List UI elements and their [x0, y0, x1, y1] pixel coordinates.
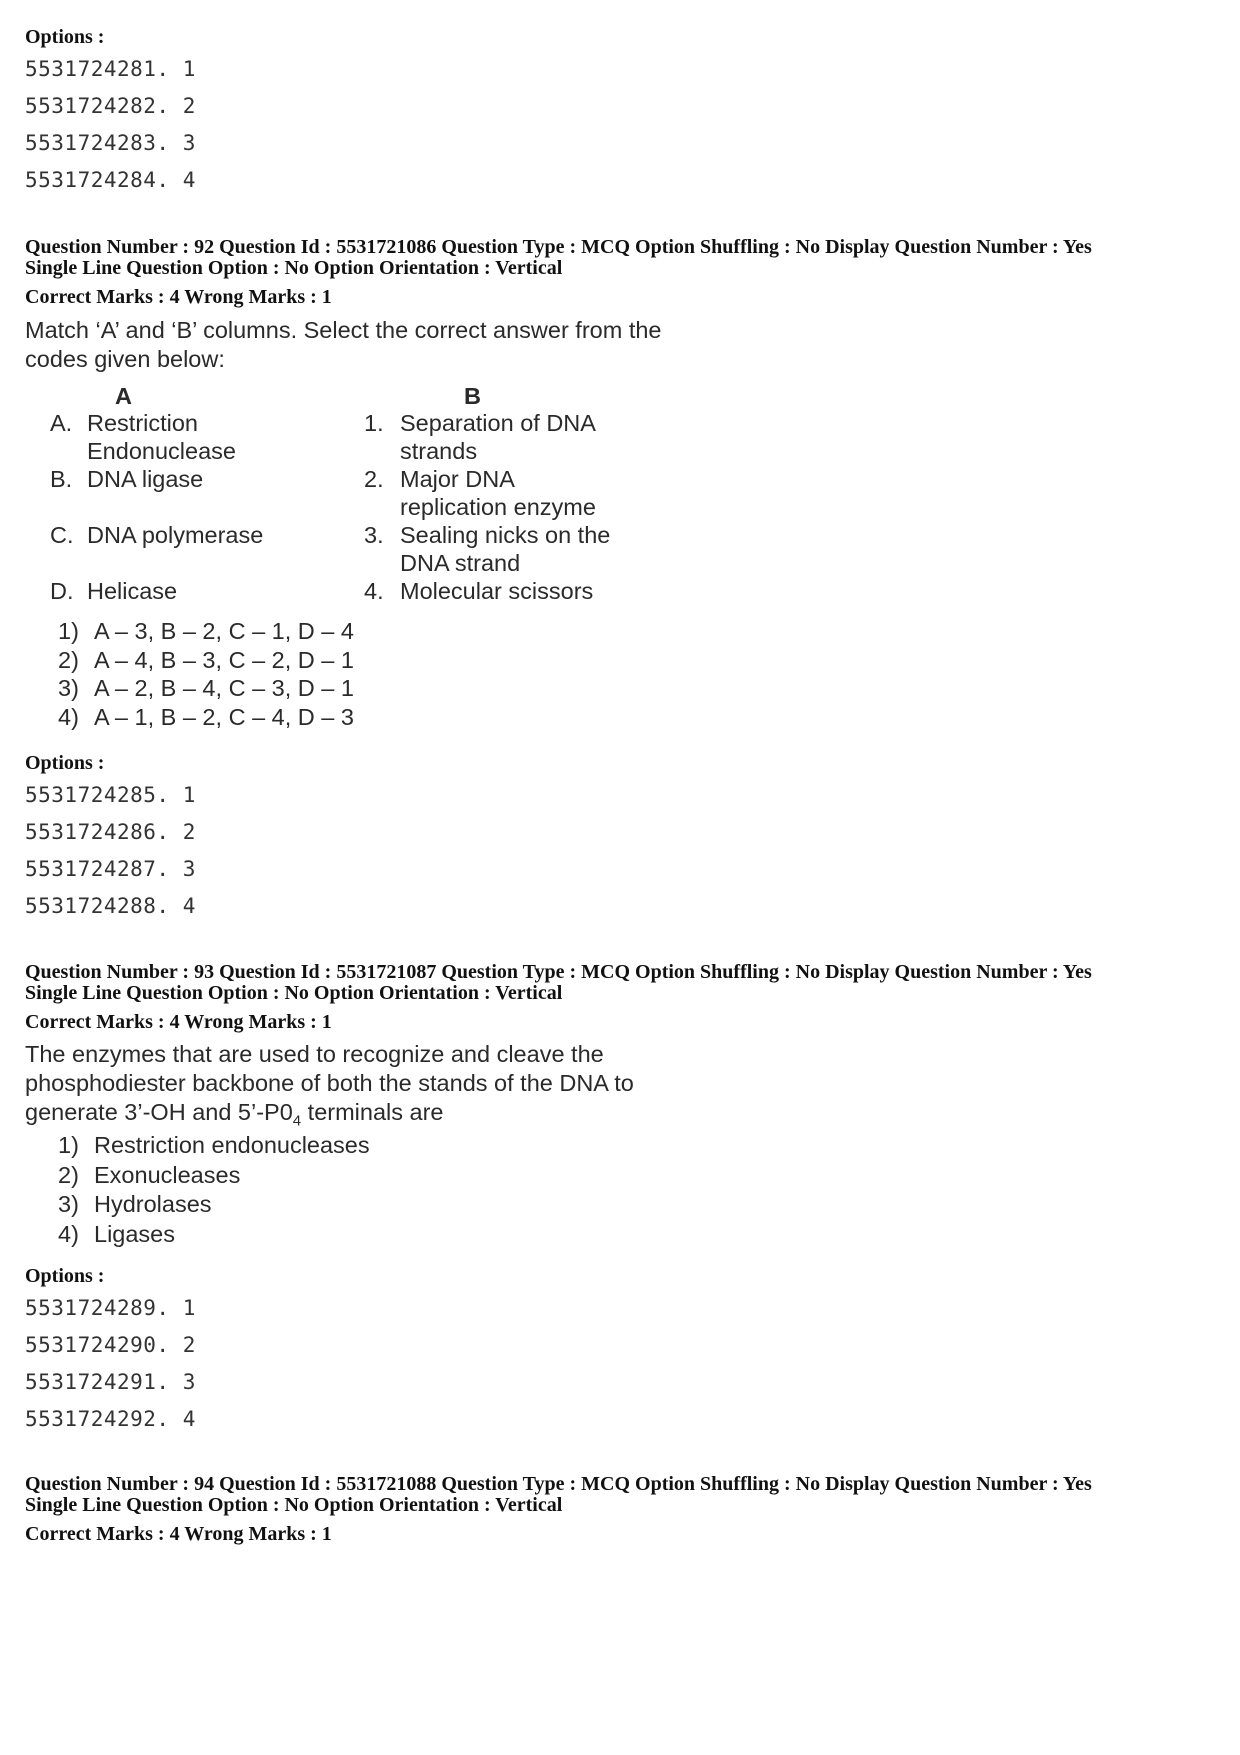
- column-b-key: 4.: [364, 578, 384, 604]
- code-item: 3) A – 2, B – 4, C – 3, D – 1: [58, 675, 354, 701]
- column-b-text: Separation of DNA strands: [400, 410, 596, 464]
- answer-codes-q92: [58, 617, 354, 731]
- option-item: 5531724286. 2: [25, 820, 196, 844]
- marks-line: Correct Marks : 4 Wrong Marks : 1: [25, 286, 332, 308]
- choices-q93: [58, 1131, 370, 1249]
- option-item: 5531724291. 3: [25, 1370, 196, 1394]
- choice-item: 4) Ligases: [58, 1220, 175, 1247]
- choice-item: 2) Exonucleases: [58, 1161, 241, 1188]
- column-a-text: Helicase: [87, 578, 178, 604]
- question-stem-q92: [25, 316, 662, 374]
- option-item: 5531724287. 3: [25, 857, 196, 881]
- meta-line: Question Number : 93 Question Id : 5531721087 Question Type : MCQ Option Shuffling : No Display Question Number : Yes: [25, 961, 1092, 983]
- option-item: 5531724284. 4: [25, 168, 196, 192]
- option-item: 5531724288. 4: [25, 894, 196, 918]
- options-list-q93: [25, 1290, 196, 1438]
- question-meta-q92: [25, 237, 1225, 308]
- option-item: 5531724285. 1: [25, 783, 196, 807]
- meta-line: Question Number : 92 Question Id : 5531721086 Question Type : MCQ Option Shuffling : No Display Question Number : Yes: [25, 236, 1092, 258]
- code-item: 1) A – 3, B – 2, C – 1, D – 4: [58, 618, 354, 644]
- option-item: 5531724289. 1: [25, 1296, 196, 1320]
- column-b-key: 1.: [364, 410, 384, 436]
- code-item: 4) A – 1, B – 2, C – 4, D – 3: [58, 703, 354, 730]
- meta-line: Question Number : 94 Question Id : 5531721088 Question Type : MCQ Option Shuffling : No Display Question Number : Yes: [25, 1473, 1092, 1495]
- column-b-key: 3.: [364, 522, 384, 548]
- stem-line: codes given below:: [25, 346, 225, 372]
- stem-line: The enzymes that are used to recognize and cleave the: [25, 1041, 604, 1067]
- stem-line: generate 3’-OH and $5’-P0_4$ terminals are: [25, 1099, 444, 1130]
- option-item: 5531724281. 1: [25, 57, 196, 81]
- column-b-text: Molecular scissors: [400, 578, 594, 604]
- column-a-item: B.: [50, 466, 73, 492]
- question-meta-q94: [25, 1474, 1225, 1545]
- marks-line: Correct Marks : 4 Wrong Marks : 1: [25, 1011, 332, 1033]
- meta-line: Single Line Question Option : No Option Orientation : Vertical: [25, 1494, 563, 1516]
- choice-item: 3) Hydrolases: [58, 1191, 212, 1217]
- question-stem-q93: [25, 1040, 634, 1136]
- options-label: Options :: [25, 1265, 105, 1287]
- stem-line: phosphodiester backbone of both the stands of the DNA to: [25, 1070, 634, 1096]
- option-item: 5531724283. 3: [25, 131, 196, 155]
- question-meta-q93: [25, 962, 1225, 1033]
- column-b-text: Sealing nicks on the DNA strand: [400, 522, 611, 576]
- marks-line: Correct Marks : 4 Wrong Marks : 1: [25, 1523, 332, 1545]
- options-list-q91: [25, 51, 196, 199]
- meta-line: Single Line Question Option : No Option Orientation : Vertical: [25, 257, 563, 279]
- options-list-q92: [25, 777, 196, 925]
- option-item: 5531724282. 2: [25, 94, 196, 118]
- option-item: 5531724290. 2: [25, 1333, 196, 1357]
- column-b-key: 2.: [364, 466, 384, 492]
- column-a-item: C.: [50, 522, 74, 548]
- column-a-heading: A: [115, 383, 132, 409]
- column-a-text: DNA polymerase: [87, 522, 264, 548]
- column-a-text: DNA ligase: [87, 466, 204, 492]
- options-label: Options :: [25, 752, 105, 774]
- option-item: 5531724292. 4: [25, 1407, 196, 1431]
- column-b-heading: B: [464, 383, 481, 409]
- options-label: Options :: [25, 26, 105, 48]
- column-a-item: A.: [50, 410, 73, 436]
- column-a-item: D.: [50, 578, 74, 604]
- choice-item: 1) Restriction endonucleases: [58, 1132, 370, 1158]
- meta-line: Single Line Question Option : No Option Orientation : Vertical: [25, 982, 563, 1004]
- stem-line: Match ‘A’ and ‘B’ columns. Select the correct answer from the: [25, 317, 662, 343]
- code-item: 2) A – 4, B – 3, C – 2, D – 1: [58, 646, 354, 673]
- column-b-text: Major DNA replication enzyme: [400, 466, 596, 520]
- column-a-text: Restriction Endonuclease: [87, 410, 236, 464]
